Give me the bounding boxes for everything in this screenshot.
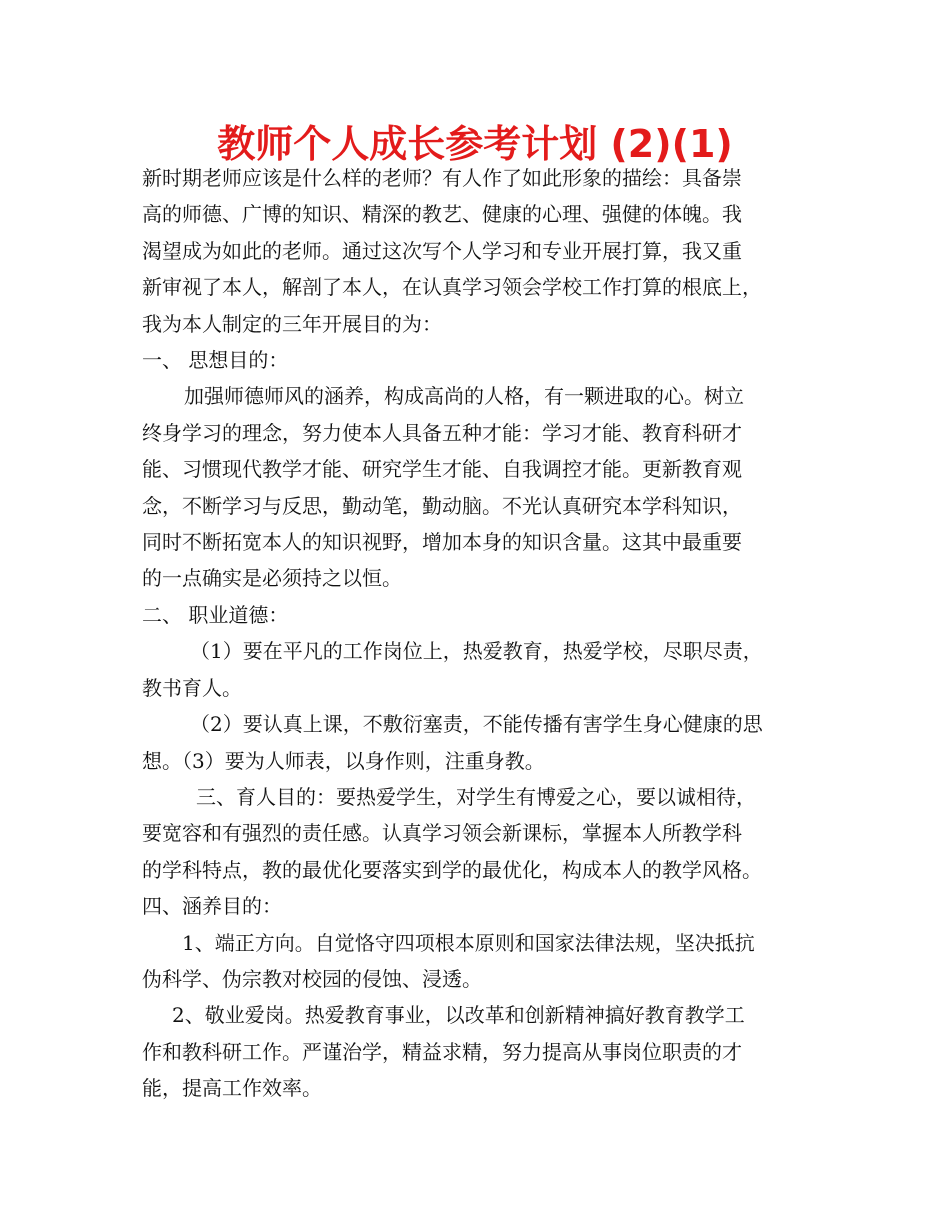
section-heading: 一、 思想目的： — [142, 348, 289, 373]
body-line: （2）要认真上课，不敷衍塞责，不能传播有害学生身心健康的思 — [190, 712, 763, 737]
body-line: 渴望成为如此的老师。通过这次写个人学习和专业开展打算，我又重 — [142, 238, 742, 263]
body-line: 新审视了本人，解剖了本人，在认真学习领会学校工作打算的根底上， — [142, 275, 762, 300]
document-body — [142, 160, 812, 1107]
body-line: 2、敬业爱岗。热爱教育事业，以改革和创新精神搞好教育教学工 — [172, 1003, 745, 1028]
body-line: 念，不断学习与反思，勤动笔，勤动脑。不光认真研究本学科知识， — [142, 493, 742, 518]
body-line: 高的师德、广博的知识、精深的教艺、健康的心理、强健的体魄。我 — [142, 202, 742, 227]
body-line: 同时不断拓宽本人的知识视野，增加本身的知识含量。这其中最重要 — [142, 530, 742, 555]
section-heading: 四、涵养目的： — [142, 894, 282, 919]
body-line: 能，提高工作效率。 — [142, 1076, 322, 1101]
body-line: 伪科学、伪宗教对校园的侵蚀、浸透。 — [142, 966, 482, 991]
body-line: 要宽容和有强烈的责任感。认真学习领会新课标，掌握本人所教学科 — [142, 821, 742, 846]
body-line: 作和教科研工作。严谨治学，精益求精，努力提高从事岗位职责的才 — [142, 1039, 742, 1064]
body-line: 我为本人制定的三年开展目的为： — [142, 311, 442, 336]
body-line: 终身学习的理念，努力使本人具备五种才能：学习才能、教育科研才 — [142, 420, 742, 445]
section-heading: 三、育人目的：要热爱学生，对学生有博爱之心，要以诚相待， — [196, 784, 756, 809]
document-title: 教师个人成长参考计划 (2)(1) — [217, 122, 733, 166]
body-line: 教书育人。 — [142, 675, 242, 700]
body-line: 能、习惯现代教学才能、研究学生才能、自我调控才能。更新教育观 — [142, 457, 742, 482]
section-heading: 二、 职业道德： — [142, 602, 289, 627]
body-line: 的学科特点，教的最优化要落实到学的最优化，构成本人的教学风格。 — [142, 857, 762, 882]
body-line: （1）要在平凡的工作岗位上，热爱教育，热爱学校，尽职尽责， — [190, 639, 763, 664]
body-line: 的一点确实是必须持之以恒。 — [142, 566, 402, 591]
body-line: 1、端正方向。自觉恪守四项根本原则和国家法律法规，坚决抵抗 — [182, 930, 755, 955]
body-line: 新时期老师应该是什么样的老师？有人作了如此形象的描绘：具备崇 — [142, 166, 742, 190]
body-line: 加强师德师风的涵养，构成高尚的人格，有一颗进取的心。树立 — [184, 384, 744, 409]
body-line: 想。（3）要为人师表，以身作则，注重身教。 — [142, 748, 545, 773]
